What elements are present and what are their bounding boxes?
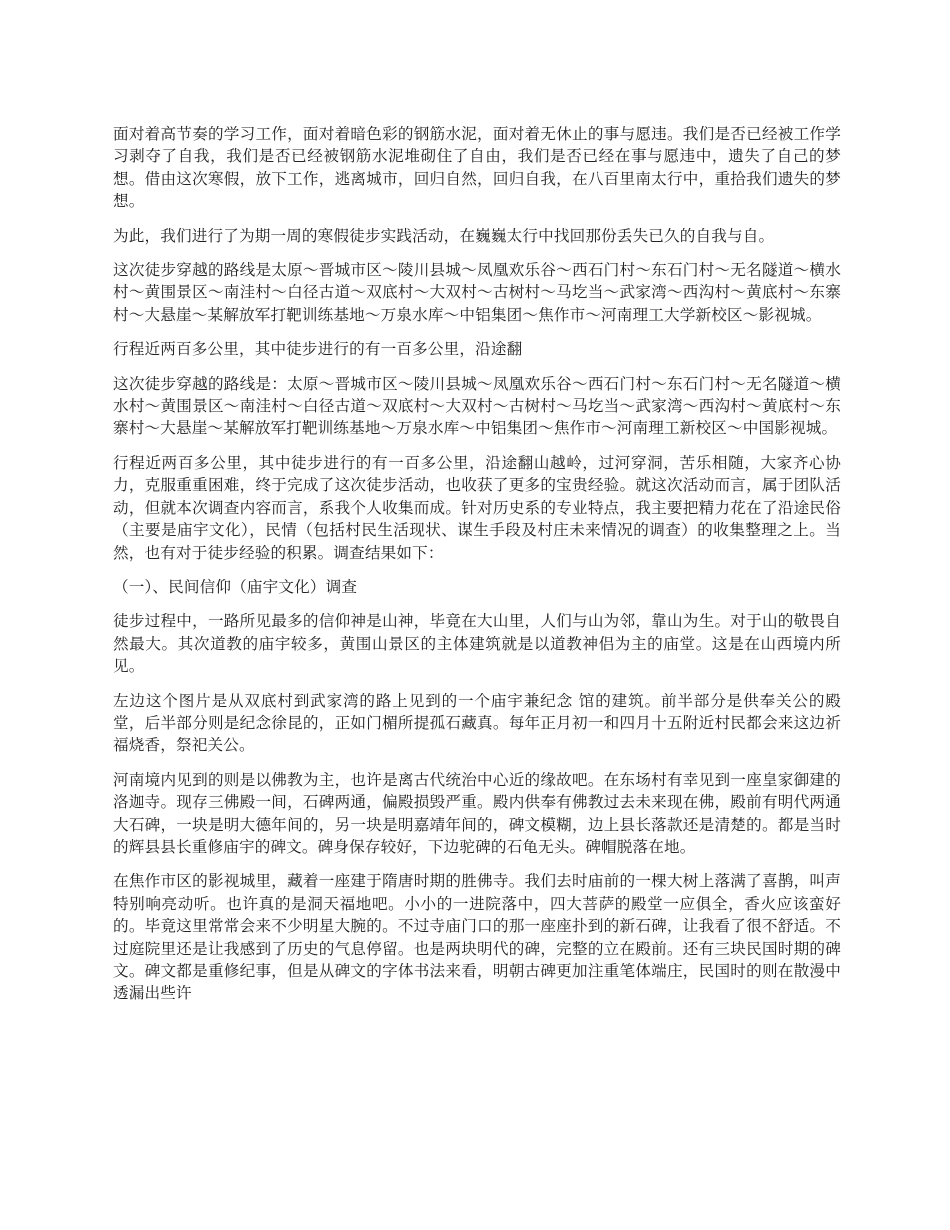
paragraph-purpose: 为此，我们进行了为期一周的寒假徒步实践活动，在巍巍太行中找回那份丢失已久的自我与自。 xyxy=(113,226,775,245)
paragraph-route-repeat: 这次徒步穿越的路线是：太原～晋城市区～陵川县城～凤凰欢乐谷～西石门村～东石门村～无名隧道～横水村～黄围景区～南洼村～白径古道～双底村～大双村～古树村～马圪当～武家湾～西沟村～黄底村～东寨村～大悬崖～某解放军打靶训练基地～万泉水库～中铝集团～焦作市～河南理工新校区～中国影视城。 xyxy=(113,374,841,438)
section-heading-folk-belief: （一）、民间信仰（庙宇文化）调查 xyxy=(113,577,358,596)
paragraph-temple-memorial: 左边这个图片是从双底村到武家湾的路上见到的一个庙宇兼纪念 馆的建筑。前半部分是供奉关公的殿堂，后半部分则是纪念徐昆的，正如门楣所提孤石藏真。每年正月初一和四月十五附近村民都会来这边祈福烧香，祭祀关公。 xyxy=(113,691,841,755)
paragraph-distance-fragment: 行程近两百多公里，其中徒步进行的有一百多公里，沿途翻 xyxy=(113,340,523,359)
paragraph-route: 这次徒步穿越的路线是太原～晋城市区～陵川县城～凤凰欢乐谷～西石门村～东石门村～无名隧道～横水村～黄围景区～南洼村～白径古道～双底村～大双村～古树村～马圪当～武家湾～西沟村～黄底村～东寨村～大悬崖～某解放军打靶训练基地～万泉水库～中铝集团～焦作市～河南理工大学新校区～影视城。 xyxy=(113,261,841,324)
paragraph-henan-buddhism: 河南境内见到的则是以佛教为主，也许是离古代统治中心近的缘故吧。在东场村有幸见到一座皇家御建的洛迦寺。现存三佛殿一间，石碑两通，偏殿损毁严重。殿内供奉有佛教过去未来现在佛，殿前有明代两通大石碑，一块是明大德年间的，另一块是明嘉靖年间的，碑文模糊，边上县长落款还是清楚的。都是当时的辉县县长重修庙宇的碑文。碑身保存较好，下边驼碑的石龟无头。碑帽脱落在地。 xyxy=(113,770,841,856)
document-body xyxy=(113,123,841,1017)
paragraph-jiaozuo-temple: 在焦作市区的影视城里，藏着一座建于隋唐时期的胜佛寺。我们去时庙前的一棵大树上落满了喜鹊，叫声特别响亮动听。也许真的是洞天福地吧。小小的一进院落中，四大菩萨的殿堂一应俱全，香火应该蛮好的。毕竟这里常常会来不少明星大腕的。不过寺庙门口的那一座座扑到的新石碑，让我看了很不舒适。不过庭院里还是让我感到了历史的气息停留。也是两块明代的碑，完整的立在殿前。还有三块民国时期的碑文。碑文都是重修纪事，但是从碑文的字体书法来看，明朝古碑更加注重笔体端庄，民国时的则在散漫中透漏出些许 xyxy=(113,872,841,1003)
paragraph-journey-summary: 行程近两百多公里，其中徒步进行的有一百多公里，沿途翻山越岭，过河穿洞，苦乐相随，大家齐心协力，克服重重困难，终于完成了这次徒步活动，也收获了更多的宝贵经验。就这次活动而言，属于团队活动，但就本次调查内容而言，系我个人收集而成。针对历史系的专业特点，我主要把精力花在了沿途民俗（主要是庙宇文化），民情（包括村民生活现状、谋生手段及村庄未来情况的调查）的收集整理之上。当然，也有对于徒步经验的积累。调查结果如下： xyxy=(113,453,841,562)
paragraph-mountain-god: 徒步过程中，一路所见最多的信仰神是山神，毕竟在大山里，人们与山为邻，靠山为生。对于山的敬畏自然最大。其次道教的庙宇较多，黄围山景区的主体建筑就是以道教神侣为主的庙堂。这是在山西境内所见。 xyxy=(113,612,841,676)
paragraph-intro: 面对着高节奏的学习工作，面对着暗色彩的钢筋水泥，面对着无休止的事与愿违。我们是否已经被工作学习剥夺了自我，我们是否已经被钢筋水泥堆砌住了自由，我们是否已经在事与愿违中，遗失了自己的梦想。借由这次寒假，放下工作，逃离城市，回归自然，回归自我，在八百里南太行中，重拾我们遗失的梦想。 xyxy=(113,125,841,211)
